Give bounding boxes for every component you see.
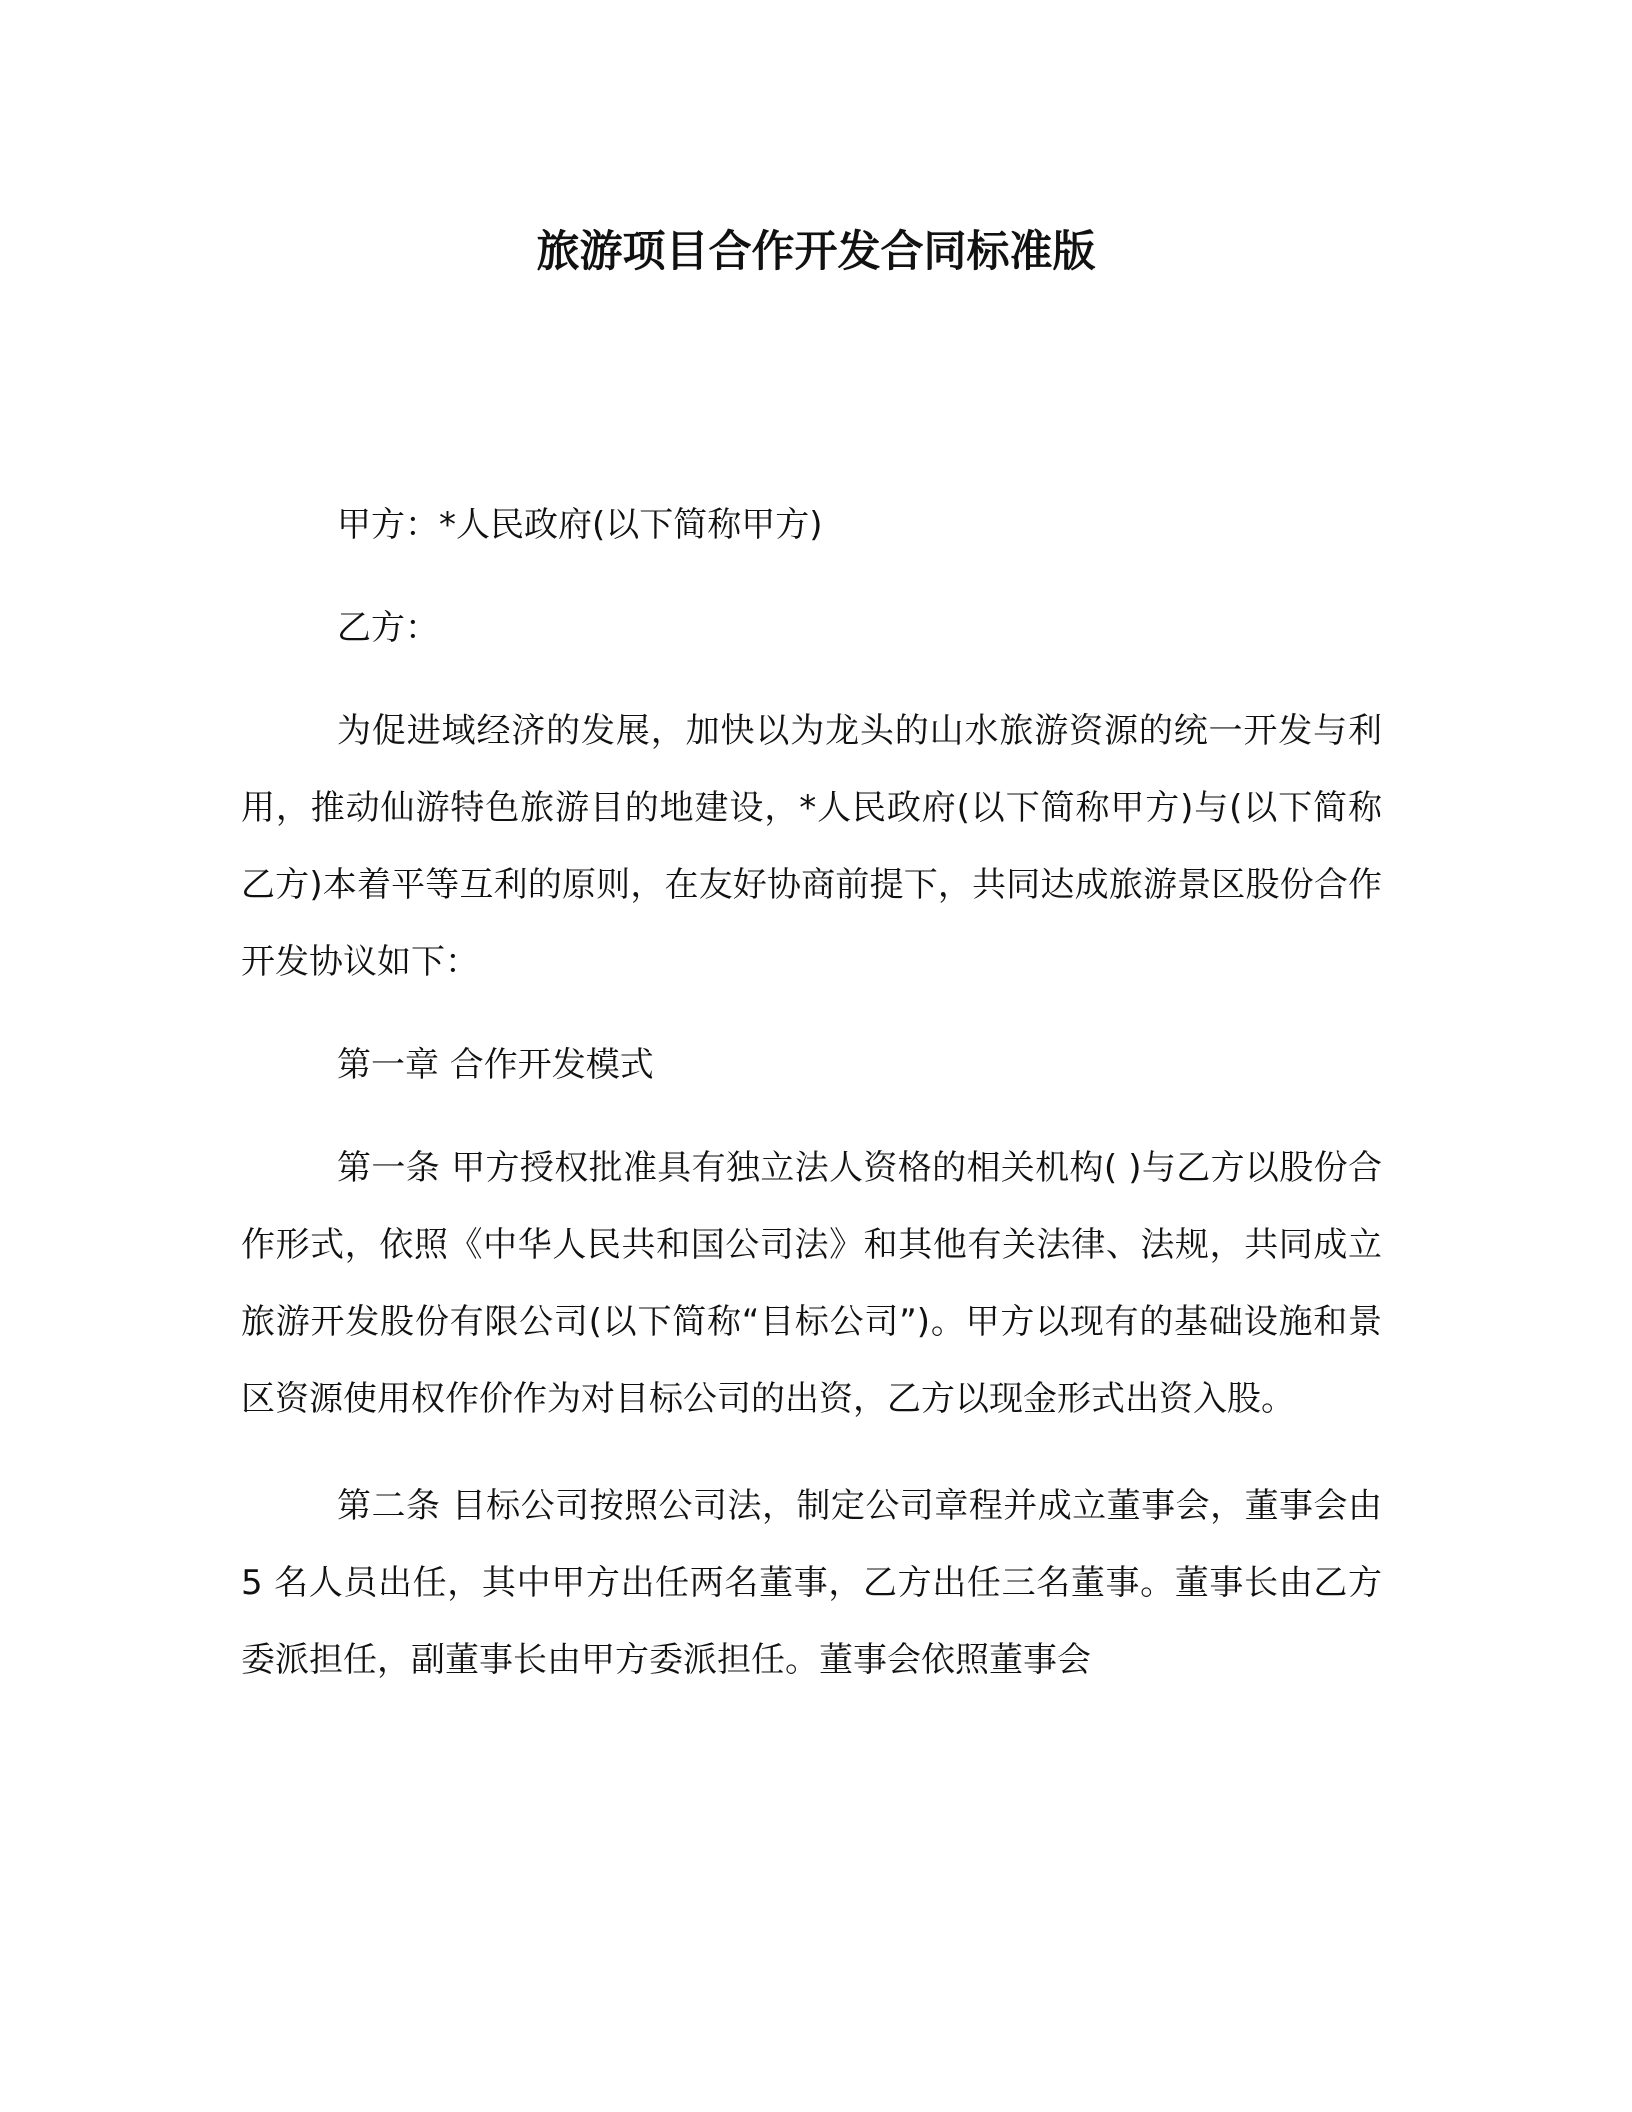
article-2-paragraph: 第二条 目标公司按照公司法，制定公司章程并成立董事会，董事会由 5 名人员出任，其中甲方出任两名董事，乙方出任三名董事。董事长由乙方委派担任，副董事长由甲方委派担任。董事会依照董事会: [241, 1486, 1382, 1680]
document-body: [241, 487, 1382, 1699]
chapter-heading: 第一章 合作开发模式: [337, 1045, 654, 1085]
article-1-paragraph: 第一条 甲方授权批准具有独立法人资格的相关机构( )与乙方以股份合作形式，依照《中华人民共和国公司法》和其他有关法律、法规，共同成立旅游开发股份有限公司(以下简称“目标公司”)。甲方以现有的基础设施和景区资源使用权作价作为对目标公司的出资，乙方以现金形式出资入股。: [241, 1148, 1382, 1419]
party-b-line: 乙方：: [337, 608, 439, 648]
document-title: 旅游项目合作开发合同标准版: [536, 227, 1096, 277]
preamble-paragraph: 为促进域经济的发展，加快以为龙头的山水旅游资源的统一开发与利用，推动仙游特色旅游目的地建设，*人民政府(以下简称甲方)与(以下简称乙方)本着平等互利的原则，在友好协商前提下，共同达成旅游景区股份合作开发协议如下：: [241, 711, 1382, 982]
party-a-line: 甲方：*人民政府(以下简称甲方): [337, 505, 823, 545]
